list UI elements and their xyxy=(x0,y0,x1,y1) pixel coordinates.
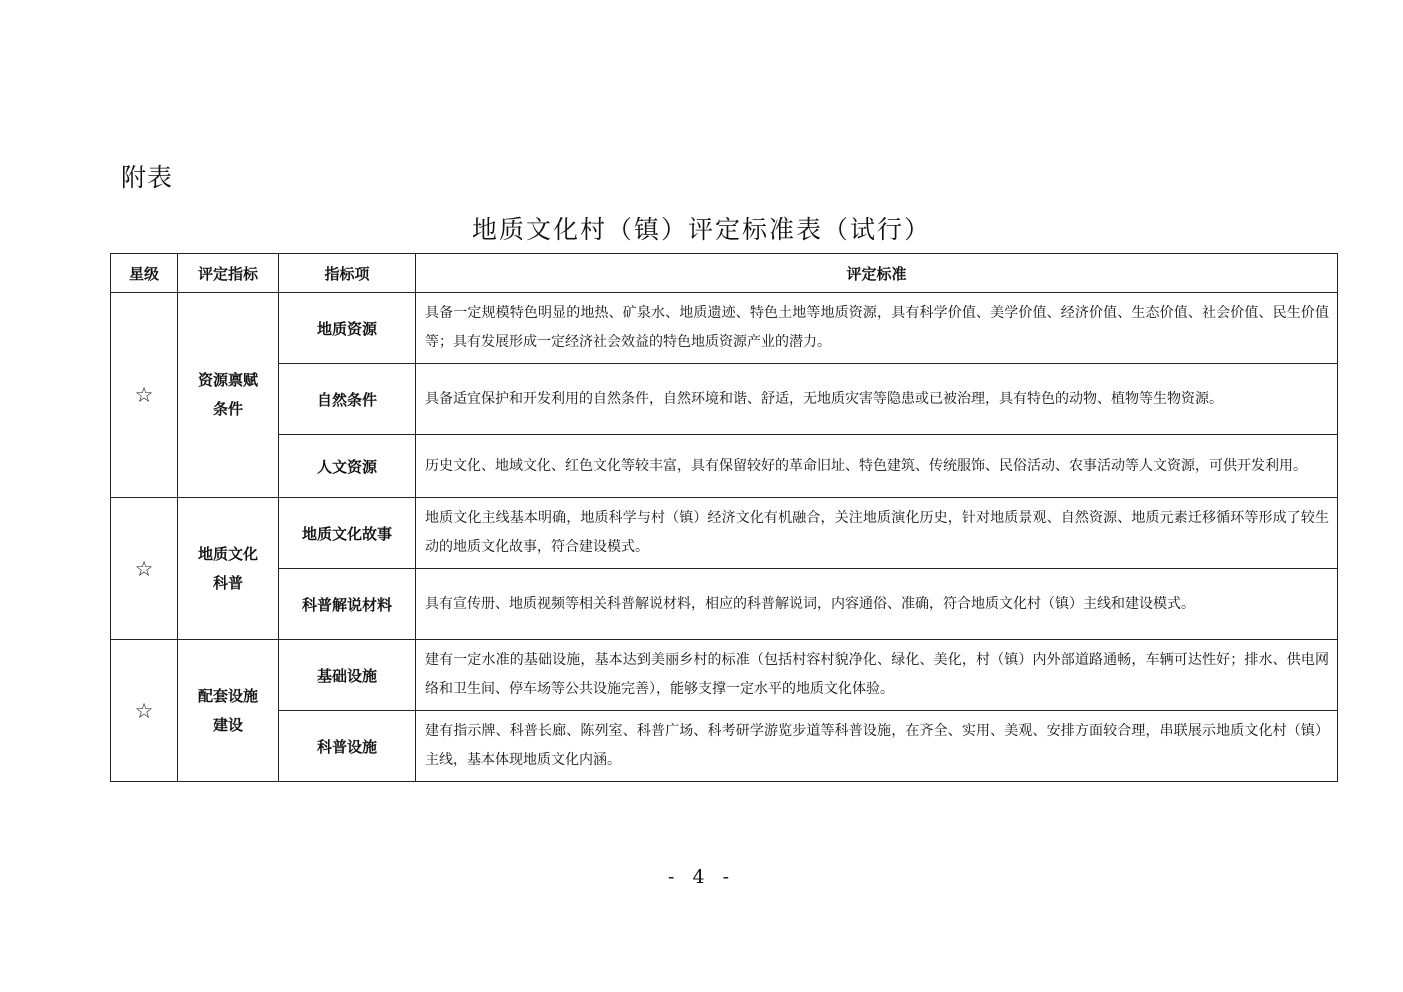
star-rating: ☆ xyxy=(111,293,178,498)
indicator-cell xyxy=(178,293,279,498)
header-criteria: 评定标准 xyxy=(416,254,1338,293)
item-cell: 科普设施 xyxy=(279,711,416,782)
indicator-label: 地质文化科普 xyxy=(197,544,258,592)
item-cell: 人文资源 xyxy=(279,435,416,498)
criteria-cell: 具备一定规模特色明显的地热、矿泉水、地质遗迹、特色土地等地质资源，具有科学价值、美学价值、经济价值、生态价值、社会价值、民生价值等；具有发展形成一定经济社会效益的特色地质资源产业的潜力。 xyxy=(416,293,1338,364)
item-cell: 自然条件 xyxy=(279,364,416,435)
document-title: 地质文化村（镇）评定标准表（试行） xyxy=(471,215,931,244)
table-row xyxy=(111,569,1338,640)
item-cell: 科普解说材料 xyxy=(279,569,416,640)
indicator-cell xyxy=(178,640,279,782)
item-cell: 地质资源 xyxy=(279,293,416,364)
criteria-cell: 具有宣传册、地质视频等相关科普解说材料，相应的科普解说词，内容通俗、准确，符合地质文化村（镇）主线和建设模式。 xyxy=(416,569,1338,640)
criteria-cell: 具备适宜保护和开发利用的自然条件，自然环境和谐、舒适，无地质灾害等隐患或已被治理，具有特色的动物、植物等生物资源。 xyxy=(416,364,1338,435)
table-row xyxy=(111,640,1338,711)
indicator-label: 配套设施建设 xyxy=(197,686,258,734)
table-row xyxy=(111,711,1338,782)
header-item: 指标项 xyxy=(279,254,416,293)
criteria-cell: 建有一定水准的基础设施，基本达到美丽乡村的标准（包括村容村貌净化、绿化、美化，村（镇）内外部道路通畅，车辆可达性好；排水、供电网络和卫生间、停车场等公共设施完善），能够支撑一定水平的地质文化体验。 xyxy=(416,640,1338,711)
item-cell: 地质文化故事 xyxy=(279,498,416,569)
header-star: 星级 xyxy=(111,254,178,293)
criteria-cell: 建有指示牌、科普长廊、陈列室、科普广场、科考研学游览步道等科普设施，在齐全、实用、美观、安排方面较合理，串联展示地质文化村（镇）主线，基本体现地质文化内涵。 xyxy=(416,711,1338,782)
criteria-table xyxy=(110,253,1338,782)
criteria-cell: 地质文化主线基本明确，地质科学与村（镇）经济文化有机融合，关注地质演化历史，针对地质景观、自然资源、地质元素迁移循环等形成了较生动的地质文化故事，符合建设模式。 xyxy=(416,498,1338,569)
star-rating: ☆ xyxy=(111,498,178,640)
item-cell: 基础设施 xyxy=(279,640,416,711)
attachment-label: 附表 xyxy=(121,163,174,192)
page-number: - 4 - xyxy=(667,866,735,888)
criteria-cell: 历史文化、地域文化、红色文化等较丰富，具有保留较好的革命旧址、特色建筑、传统服饰、民俗活动、农事活动等人文资源，可供开发利用。 xyxy=(416,435,1338,498)
star-rating: ☆ xyxy=(111,640,178,782)
indicator-label: 资源禀赋条件 xyxy=(197,371,258,418)
table-header-row xyxy=(111,254,1338,293)
table-row xyxy=(111,498,1338,569)
table-row xyxy=(111,435,1338,498)
indicator-cell xyxy=(178,498,279,640)
header-indicator: 评定指标 xyxy=(178,254,279,293)
table-row xyxy=(111,293,1338,364)
table-row xyxy=(111,364,1338,435)
